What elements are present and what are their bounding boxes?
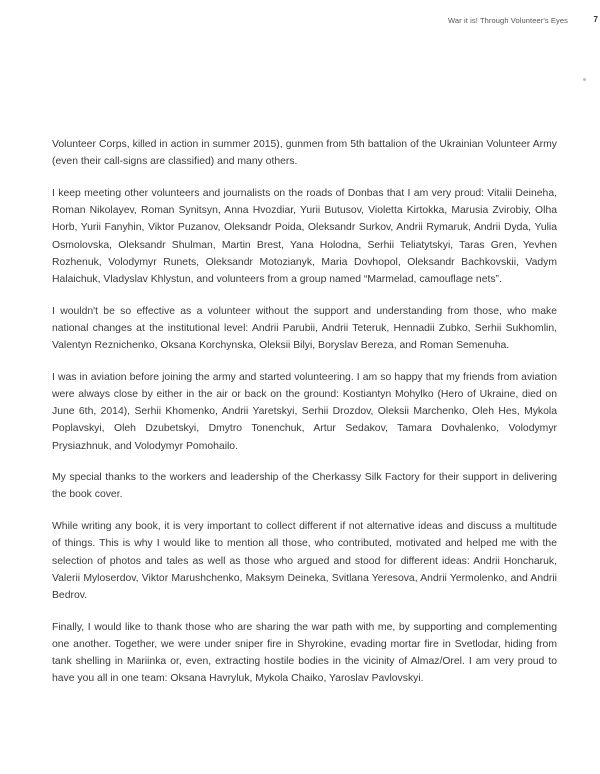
page-mark-dot bbox=[583, 78, 586, 81]
paragraph-contributors: While writing any book, it is very important to collect different if not alternative ideas and discuss a multitude of things. This is why I would like to mention all those, who contributed, motivated and helped me with the selection of photos and tales as well as those who argued and stood for different ideas: Andrii Honcharuk, Valerii Myloserdov, Viktor Marushchenko, Maksym Deineka, Svitlana Yeresova, Andrii Yermolenko, and Andrii Bedrov. bbox=[52, 521, 557, 601]
paragraph-volunteer-corps: Volunteer Corps, killed in action in summer 2015), gunmen from 5th battalion of the Ukrainian Volunteer Army (even their call-signs are classified) and many others. bbox=[52, 139, 557, 168]
body-text bbox=[52, 136, 557, 702]
paragraph-institutional-support: I wouldn't be so effective as a volunteer without the support and understanding from those, who make national changes at the institutional level: Andrii Parubii, Andrii Teteruk, Hennadii Zubko, Serhii Sukhomlin, Valentyn Reznichenko, Oksana Korchynska, Oleksii Bilyi, Boryslav Bereza, and Roman Semenuha. bbox=[52, 305, 557, 352]
paragraph-volunteers-journalists: I keep meeting other volunteers and journalists on the roads of Donbas that I am very proud: Vitalii Deineha, Roman Nikolayev, Roman Synitsyn, Anna Hvozdiar, Yurii Butusov, Violetta Kirtokka, Marusia Zvirobiy, Olha Horb, Yurii Fanyhin, Viktor Puzanov, Oleksandr Poida, Oleksandr Surkov, Andrii Rymaruk, Andrii Dyda, Yulia Osmolovska, Oleksandr Shulman, Martin Brest, Yana Holodna, Serhii Teliatytskyi, Taras Gren, Yevhen Rozhenuk, Volodymyr Runets, Oleksandr Motozianyk, Maria Dovhopol, Oleksandr Bachkovskii, Vadym Halaichuk, Vladyslav Khlystun, and volunteers from a group named “Marmelad, camouflage nets”. bbox=[52, 187, 557, 285]
paragraph-silk-factory: My special thanks to the workers and leadership of the Cherkassy Silk Factory for their support in delivering the book cover. bbox=[52, 472, 557, 501]
paragraph-war-path: Finally, I would like to thank those who are sharing the war path with me, by supporting and complementing one another. Together, we were under sniper fire in Shyrokine, evading mortar fire in Svetlodar, hiding from tank shelling in Mariinka or, even, extracting hostile bodies in the vicinity of Almaz/Orel. I am very proud to have you all in one team: Oksana Havryluk, Mykola Chaiko, Yaroslav Pavlovskyi. bbox=[52, 621, 557, 685]
paragraph-aviation-friends: I was in aviation before joining the army and started volunteering. I am so happy that my friends from aviation were always close by either in the air or back on the ground: Kostiantyn Mohylko (Hero of Ukraine, died on June 6th, 2014), Serhii Khomenko, Andrii Yaretskyi, Serhii Drozdov, Oleksii Marchenko, Oleh Hes, Mykola Poplavskyi, Oleh Dzubetskyi, Dmytro Tonenchuk, Artur Sedakov, Tamara Dovhalenko, Volodymyr Prysiazhnuk, and Volodymyr Pomohailo. bbox=[52, 371, 557, 452]
running-head: War it is! Through Volunteer's Eyes bbox=[448, 16, 568, 25]
page-number: 7 bbox=[593, 15, 598, 24]
